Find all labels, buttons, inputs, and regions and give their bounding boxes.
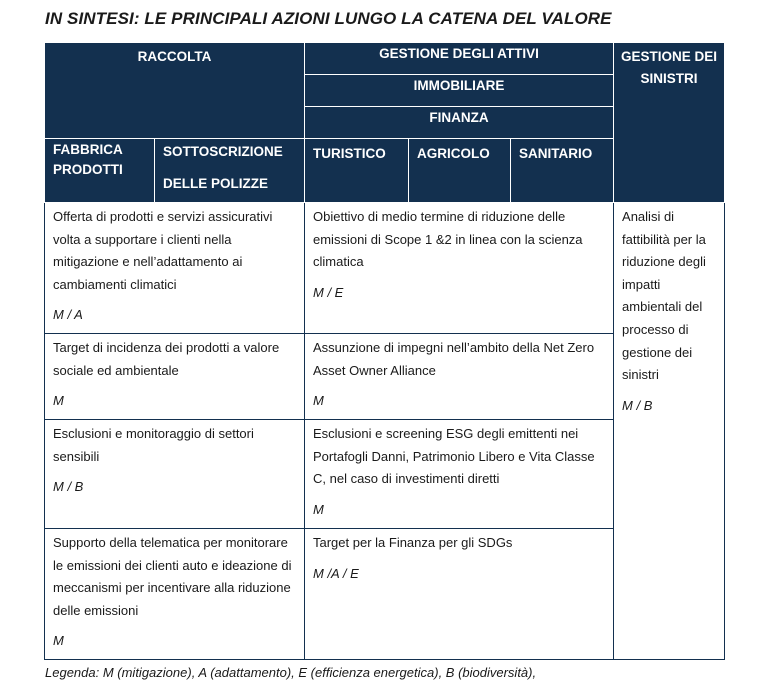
header-gestione-attivi: GESTIONE DEGLI ATTIVI xyxy=(305,43,614,75)
cell-code: M xyxy=(313,501,324,517)
legend: Legenda: M (mitigazione), A (adattamento), E (efficienza energetica), B (biodiversità), xyxy=(45,665,537,680)
header-sanitario: SANITARIO xyxy=(511,139,614,203)
cell-text: Esclusioni e screening ESG degli emittenti nei Portafogli Danni, Patrimonio Libero e Vita Classe C, nel caso di investimenti diretti xyxy=(313,426,595,487)
header-sottoscrizione: SOTTOSCRIZIONE DELLE POLIZZE xyxy=(155,139,305,203)
raccolta-cell xyxy=(45,529,305,660)
sinistri-cell xyxy=(614,203,725,660)
cell-code: M / B xyxy=(53,479,84,495)
attivi-cell xyxy=(305,203,614,334)
attivi-cell xyxy=(305,529,614,660)
header-turistico: TURISTICO xyxy=(305,139,409,203)
cell-code: M xyxy=(53,393,64,409)
raccolta-cell xyxy=(45,203,305,334)
header-raccolta: RACCOLTA xyxy=(45,43,305,139)
cell-text: Supporto della telematica per monitorare le emissioni dei clienti auto e ideazione di meccanismi per incentivare alla riduzione delle emissioni xyxy=(53,535,292,618)
header-finanza: FINANZA xyxy=(305,107,614,139)
cell-text: Assunzione di impegni nell’ambito della Net Zero Asset Owner Alliance xyxy=(313,340,595,378)
raccolta-cell xyxy=(45,334,305,420)
cell-text: Obiettivo di medio termine di riduzione delle emissioni di Scope 1 &2 in linea con la scienza climatica xyxy=(313,209,583,270)
header-agricolo: AGRICOLO xyxy=(409,139,511,203)
attivi-cell xyxy=(305,420,614,529)
value-chain-table xyxy=(44,42,725,660)
page-title: IN SINTESI: LE PRINCIPALI AZIONI LUNGO LA CATENA DEL VALORE xyxy=(45,9,612,28)
cell-text: Esclusioni e monitoraggio di settori sensibili xyxy=(53,426,254,464)
header-immobiliare: IMMOBILIARE xyxy=(305,75,614,107)
cell-text: Offerta di prodotti e servizi assicurativi volta a supportare i clienti nella mitigazione e nell’adattamento ai cambiamenti climatici xyxy=(53,209,273,292)
cell-code: M / B xyxy=(622,397,653,413)
raccolta-cell xyxy=(45,420,305,529)
cell-code: M / E xyxy=(313,284,344,300)
cell-code: M /A / E xyxy=(313,565,359,581)
attivi-cell xyxy=(305,334,614,420)
cell-text: Analisi di fattibilità per la riduzione degli impatti ambientali del processo di gestione dei sinistri xyxy=(622,209,706,383)
cell-text: Target di incidenza dei prodotti a valore sociale ed ambientale xyxy=(53,340,280,378)
cell-text: Target per la Finanza per gli SDGs xyxy=(313,535,513,550)
cell-code: M / A xyxy=(53,307,83,323)
header-gestione-sinistri: GESTIONE DEI SINISTRI xyxy=(614,43,725,203)
header-fabbrica-prodotti: FABBRICA PRODOTTI xyxy=(45,139,155,203)
cell-code: M xyxy=(313,393,324,409)
cell-code: M xyxy=(53,633,64,649)
